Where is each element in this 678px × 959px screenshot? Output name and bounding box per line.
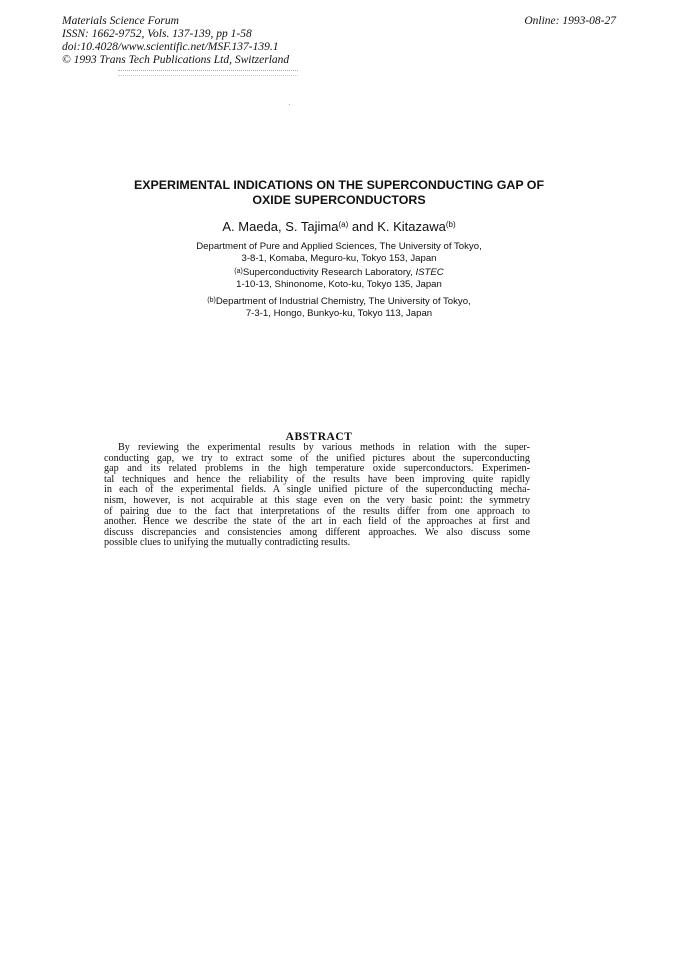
affiliation-b-line-1 [90,296,588,308]
abstract-line: of pairing due to the fact that interpretations of the results differ from one approach to [104,505,530,517]
copyright-line: © 1993 Trans Tech Publications Ltd, Switzerland [62,54,290,66]
abstract-line: discuss discrepancies and consistencies among different approaches. We also discuss some [104,526,530,538]
author-connector: and [348,219,378,234]
abstract-line: nism, however, is not acquirable at this stage even on the very basic point: the symmetry [104,494,530,506]
abstract-heading: ABSTRACT [285,431,353,443]
abstract-body [104,443,530,549]
affiliation-a-text: Superconductivity Research Laboratory, [242,267,416,278]
abstract-line: conducting gap, we try to extract some of the unified pictures about the superconducting [104,452,530,464]
abstract-line: in each of the experimental fields. A single unified picture of the superconducting mecha- [104,484,530,496]
paper-title [90,178,588,208]
title-line-2: OXIDE SUPERCONDUCTORS [252,193,426,207]
abstract-line: By reviewing the experimental results by various methods in relation with the super- [118,442,530,453]
abstract-line: gap and its related problems in the high temperature oxide superconductors. Experimen- [104,463,530,475]
affiliation-mark-a: (a) [338,220,349,229]
affiliation-a-line-2: 1-10-13, Shinonome, Koto-ku, Tokyo 135, Japan [236,279,442,290]
affiliation-main-line-2: 3-8-1, Komaba, Meguro-ku, Tokyo 153, Japan [241,253,437,264]
issn-line: ISSN: 1662-9752, Vols. 137-139, pp 1-58 [62,28,252,40]
affiliation-b-mark: (b) [207,297,216,304]
affiliation-main [90,241,588,265]
abstract-line: another. Hence we describe the state of the art in each field of the approaches at first and [104,516,530,528]
affiliation-b-text: Department of Industrial Chemistry, The University of Tokyo, [215,296,471,307]
affiliation-b [90,296,588,320]
affiliation-a-line-1 [90,267,588,279]
journal-header [62,15,289,67]
doi-line: doi:10.4028/www.scientific.net/MSF.137-139.1 [62,41,279,53]
author-tajima: S. Tajima [285,219,339,234]
title-line-1: EXPERIMENTAL INDICATIONS ON THE SUPERCONDUCTING GAP OF [133,178,545,192]
faded-scan-line [118,70,298,76]
affiliation-a-istec: ISTEC [415,267,444,278]
affiliation-a-mark: (a) [234,268,243,275]
author-list [90,219,588,235]
affiliation-b-line-2: 7-3-1, Hongo, Bunkyo-ku, Tokyo 113, Japan [245,308,433,319]
author-kitazawa: K. Kitazawa [377,219,446,234]
affiliation-mark-b: (b) [445,220,456,229]
affiliation-a [90,267,588,291]
scan-speck [289,104,290,105]
affiliation-main-line-1: Department of Pure and Applied Sciences, The University of Tokyo, [196,241,482,252]
author-maeda: A. Maeda, [222,219,286,234]
abstract-line: possible clues to unifying the mutually contradicting results. [104,537,351,549]
abstract-line: tal techniques and hence the reliability of the results have been improving quite rapidly [104,473,530,485]
journal-name: Materials Science Forum [62,15,179,27]
online-date: Online: 1993-08-27 [524,15,616,27]
